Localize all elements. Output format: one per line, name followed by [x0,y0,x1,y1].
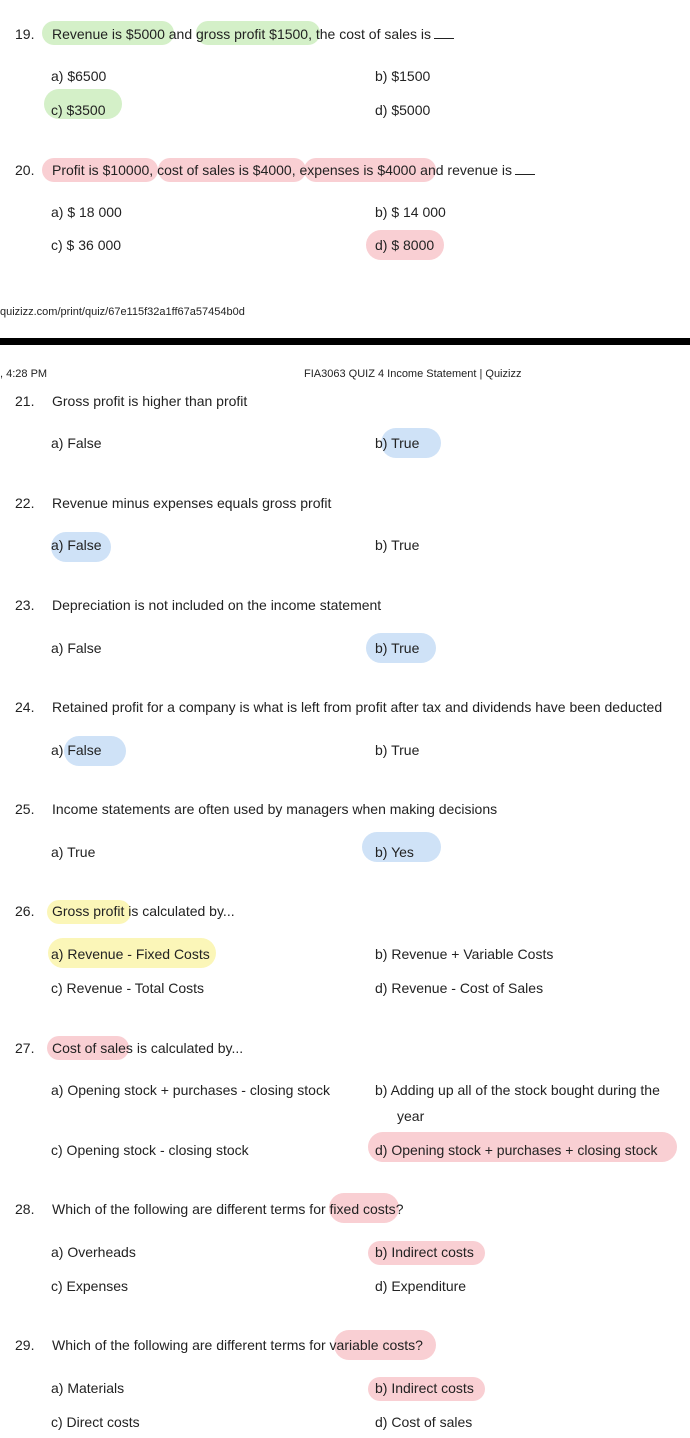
question-number: 19. [15,26,35,42]
option-a[interactable]: a) Revenue - Fixed Costs [51,946,210,962]
option-b[interactable]: b) Adding up all of the stock bought during the [375,1082,660,1098]
question-text: Income statements are often used by managers when making decisions [52,801,498,817]
question-number: 24. [15,699,35,715]
page-divider [0,338,690,345]
question-text: Profit is $10000, cost of sales is $4000, expenses is $4000 and revenue is [52,160,535,180]
option-b[interactable]: b) Indirect costs [375,1380,474,1396]
question-text: Cost of sales is calculated by... [52,1040,244,1056]
question-text: Revenue is $5000 and gross profit $1500, the cost of sales is [52,24,454,44]
option-b[interactable]: b) Indirect costs [375,1244,474,1260]
option-b[interactable]: b) $ 14 000 [375,204,446,220]
option-c[interactable]: c) Direct costs [51,1414,140,1430]
question-text: Depreciation is not included on the income statement [52,597,382,613]
question-text: Which of the following are different terms for variable costs? [52,1337,423,1353]
page-footer-url[interactable]: quizizz.com/print/quiz/67e115f32a1ff67a57454b0d [0,306,245,318]
question-text: Gross profit is higher than profit [52,393,248,409]
option-c[interactable]: c) $ 36 000 [51,237,122,253]
option-d[interactable]: d) $ 8000 [375,237,435,253]
question-number: 25. [15,801,35,817]
option-d[interactable]: d) Expenditure [375,1278,467,1294]
option-d[interactable]: d) Revenue - Cost of Sales [375,980,544,996]
option-b[interactable]: b) True [375,640,420,656]
question-number: 28. [15,1201,35,1217]
option-c[interactable]: c) Opening stock - closing stock [51,1142,249,1158]
question-text: Which of the following are different terms for fixed costs? [52,1201,404,1217]
page-header-time: , 4:28 PM [0,368,48,380]
option-a[interactable]: a) $ 18 000 [51,204,122,220]
option-a[interactable]: a) Overheads [51,1244,136,1260]
answer-blank [515,162,535,175]
option-c[interactable]: c) $3500 [51,102,106,118]
question-number: 20. [15,162,35,178]
option-a[interactable]: a) True [51,844,96,860]
option-a[interactable]: a) Opening stock + purchases - closing stock [51,1082,330,1098]
answer-blank [434,26,454,39]
question-number: 26. [15,903,35,919]
option-a[interactable]: a) False [51,742,102,758]
option-b[interactable]: b) True [375,435,420,451]
option-b[interactable]: b) True [375,537,420,553]
option-b[interactable]: b) Yes [375,844,414,860]
option-b[interactable]: b) True [375,742,420,758]
option-b[interactable]: b) $1500 [375,68,431,84]
option-d[interactable]: d) Cost of sales [375,1414,473,1430]
question-number: 27. [15,1040,35,1056]
option-a[interactable]: a) False [51,435,102,451]
option-d[interactable]: d) Opening stock + purchases + closing stock [375,1142,658,1158]
question-text: Gross profit is calculated by... [52,903,235,919]
option-a[interactable]: a) $6500 [51,68,107,84]
option-a[interactable]: a) Materials [51,1380,125,1396]
question-text: Retained profit for a company is what is left from profit after tax and dividends have been deducted [52,699,663,715]
option-a[interactable]: a) False [51,537,102,553]
option-b[interactable]: b) Revenue + Variable Costs [375,946,554,962]
option-c[interactable]: c) Revenue - Total Costs [51,980,205,996]
question-text: Revenue minus expenses equals gross profit [52,495,332,511]
option-b-continuation[interactable]: year [397,1108,425,1124]
page-header-title: FIA3063 QUIZ 4 Income Statement | Quizizz [304,368,522,380]
question-number: 22. [15,495,35,511]
question-number: 29. [15,1337,35,1353]
option-c[interactable]: c) Expenses [51,1278,129,1294]
question-number: 21. [15,393,35,409]
option-d[interactable]: d) $5000 [375,102,431,118]
option-a[interactable]: a) False [51,640,102,656]
question-number: 23. [15,597,35,613]
